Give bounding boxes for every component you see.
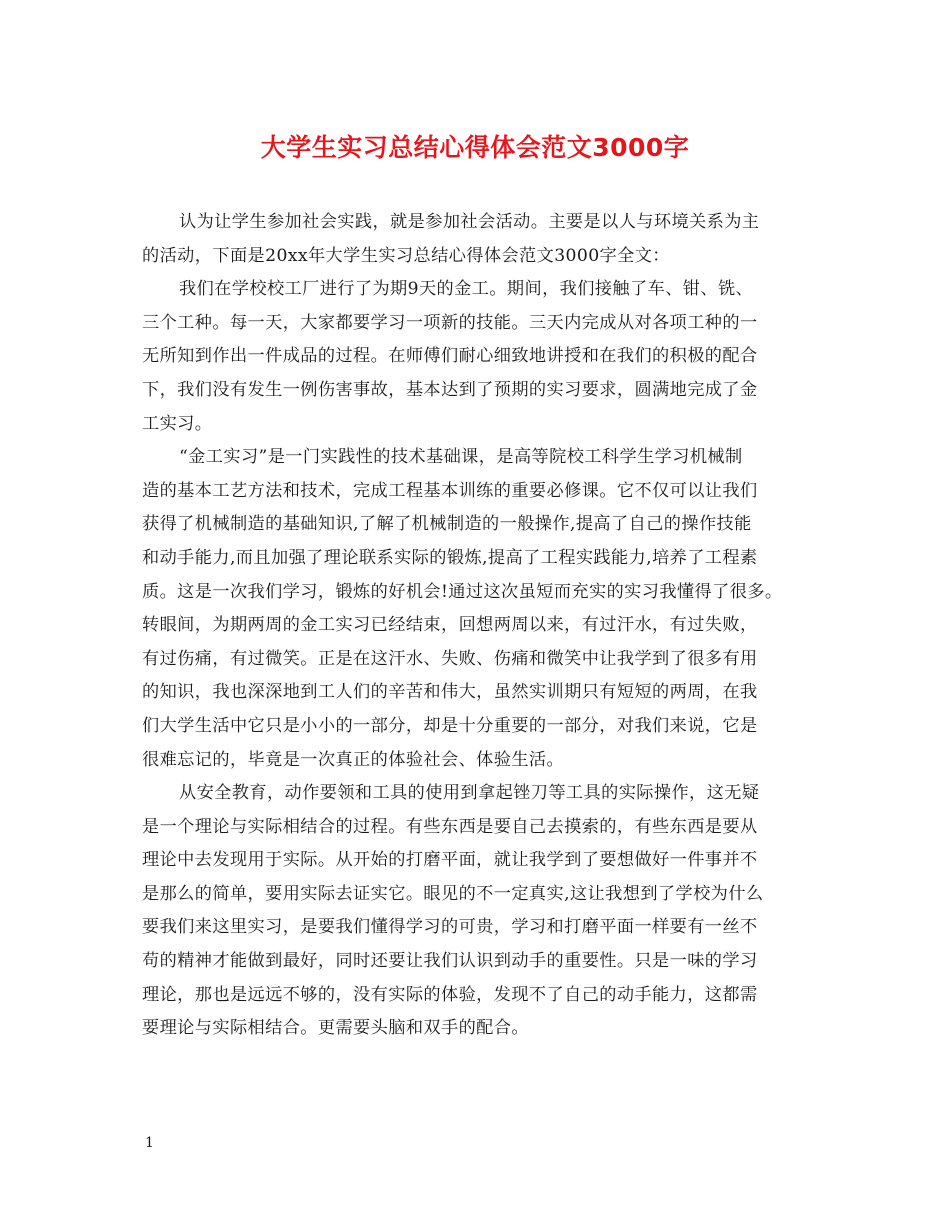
text-line: 要我们来这里实习，是要我们懂得学习的可贵，学习和打磨平面一样要有一丝不 [142, 917, 758, 938]
text-line: 很难忘记的，毕竟是一次真正的体验社会、体验生活。 [142, 749, 565, 770]
text-line: 无所知到作出一件成品的过程。在师傅们耐心细致地讲授和在我们的积极的配合 [142, 346, 758, 367]
text-line: 三个工种。每一天，大家都要学习一项新的技能。三天内完成从对各项工种的一 [142, 312, 758, 333]
text-line: 理论，那也是远远不够的，没有实际的体验，发现不了自己的动手能力，这都需 [142, 984, 758, 1005]
text-line: 我们在学校校工厂进行了为期9天的金工。期间，我们接触了车、钳、铣、 [179, 279, 754, 300]
text-line: 理论中去发现用于实际。从开始的打磨平面，就让我学到了要想做好一件事并不 [142, 850, 758, 871]
text-line: 认为让学生参加社会实践，就是参加社会活动。主要是以人与环境关系为主 [179, 212, 760, 232]
text-line: 们大学生活中它只是小小的一部分，却是十分重要的一部分，对我们来说，它是 [142, 715, 758, 736]
text-line: 是那么的简单，要用实际去证实它。眼见的不一定真实,这让我想到了学校为什么 [142, 883, 764, 904]
text-line: 苟的精神才能做到最好，同时还要让我们认识到动手的重要性。只是一味的学习 [142, 951, 758, 972]
text-line: 有过伤痛，有过微笑。正是在这汗水、失败、伤痛和微笑中让我学到了很多有用 [142, 648, 758, 669]
text-line: “金工实习”是一门实践性的技术基础课，是高等院校工科学生学习机械制 [179, 447, 743, 468]
page-number: 1 [145, 1135, 154, 1151]
text-line: 是一个理论与实际相结合的过程。有些东西是要自己去摸索的，有些东西是要从 [142, 816, 758, 837]
document-title: 大学生实习总结心得体会范文3000字 [260, 133, 690, 162]
text-line: 的知识，我也深深地到工人们的辛苦和伟大，虽然实训期只有短短的两周，在我 [142, 682, 758, 703]
text-line: 从安全教育，动作要领和工具的使用到拿起锉刀等工具的实际操作，这无疑 [179, 783, 760, 804]
document-body [142, 206, 816, 1046]
text-line: 下，我们没有发生一例伤害事故，基本达到了预期的实习要求，圆满地完成了金 [142, 379, 758, 400]
text-line: 转眼间，为期两周的金工实习已经结束，回想两周以来，有过汗水，有过失败， [142, 615, 758, 636]
text-line: 的活动，下面是20xx年大学生实习总结心得体会范文3000字全文： [142, 245, 670, 266]
text-line: 获得了机械制造的基础知识,了解了机械制造的一般操作,提高了自己的操作技能 [142, 514, 752, 535]
text-line: 和动手能力,而且加强了理论联系实际的锻炼,提高了工程实践能力,培养了工程素 [142, 547, 758, 568]
text-line: 造的基本工艺方法和技术，完成工程基本训练的重要必修课。它不仅可以让我们 [142, 480, 758, 501]
text-line: 质。这是一次我们学习，锻炼的好机会!通过这次虽短而充实的实习我懂得了很多。 [142, 581, 783, 602]
text-line: 要理论与实际相结合。更需要头脑和双手的配合。 [142, 1018, 529, 1039]
text-line: 工实习。 [142, 413, 213, 434]
